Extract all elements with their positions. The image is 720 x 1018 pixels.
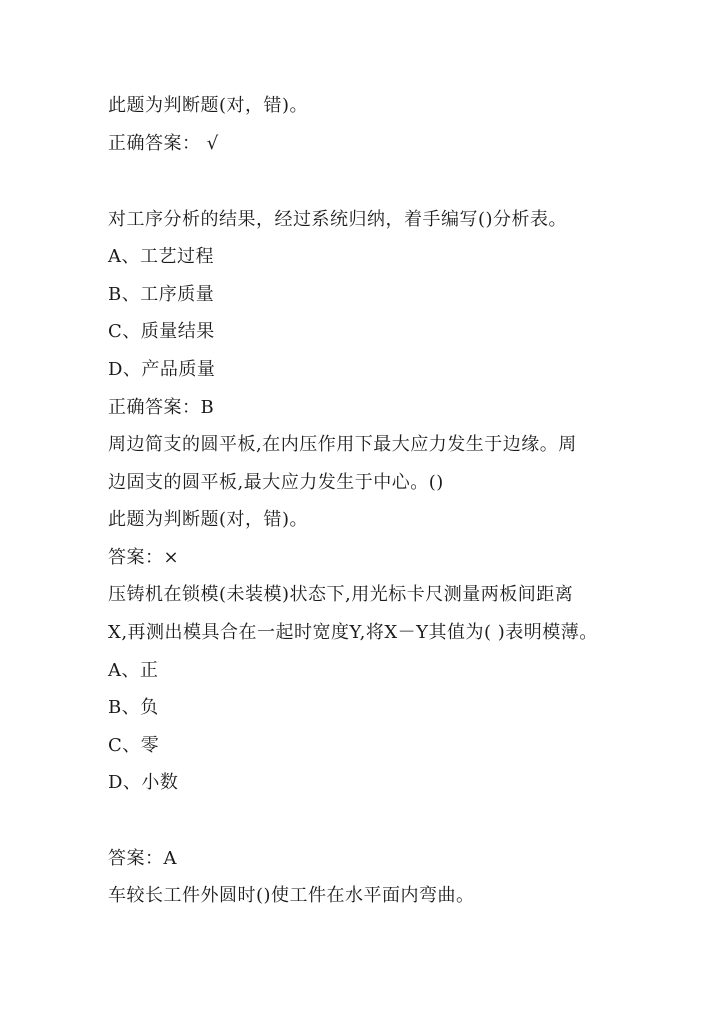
answer-line: 正确答案： √ bbox=[108, 133, 219, 154]
question-text: 周边简支的圆平板,在内压作用下最大应力发生于边缘。周 bbox=[108, 434, 577, 455]
question-text-continued: 边固支的圆平板,最大应力发生于中心。() bbox=[108, 472, 444, 493]
option-d: D、小数 bbox=[108, 772, 179, 793]
option-b: B、工序质量 bbox=[108, 284, 215, 305]
option-a: A、工艺过程 bbox=[108, 246, 214, 267]
question-text: 车较长工件外圆时()使工件在水平面内弯曲。 bbox=[108, 885, 475, 906]
answer-line: 正确答案：B bbox=[108, 397, 215, 418]
option-a: A、正 bbox=[108, 660, 159, 681]
question-text: 压铸机在锁模(未装模)状态下,用光标卡尺测量两板间距离 bbox=[108, 584, 574, 605]
question-type-note: 此题为判断题(对，错)。 bbox=[108, 95, 309, 116]
option-d: D、产品质量 bbox=[108, 359, 216, 380]
question-text: 对工序分析的结果，经过系统归纳，着手编写()分析表。 bbox=[108, 209, 568, 230]
question-type-note: 此题为判断题(对，错)。 bbox=[108, 509, 309, 530]
answer-line: 答案：A bbox=[108, 848, 177, 869]
question-text-continued: X,再测出模具合在一起时宽度Y,将X－Y其值为( )表明模薄。 bbox=[108, 622, 598, 643]
answer-line: 答案：× bbox=[108, 547, 180, 568]
option-b: B、负 bbox=[108, 697, 159, 718]
option-c: C、零 bbox=[108, 735, 160, 756]
option-c: C、质量结果 bbox=[108, 321, 215, 342]
